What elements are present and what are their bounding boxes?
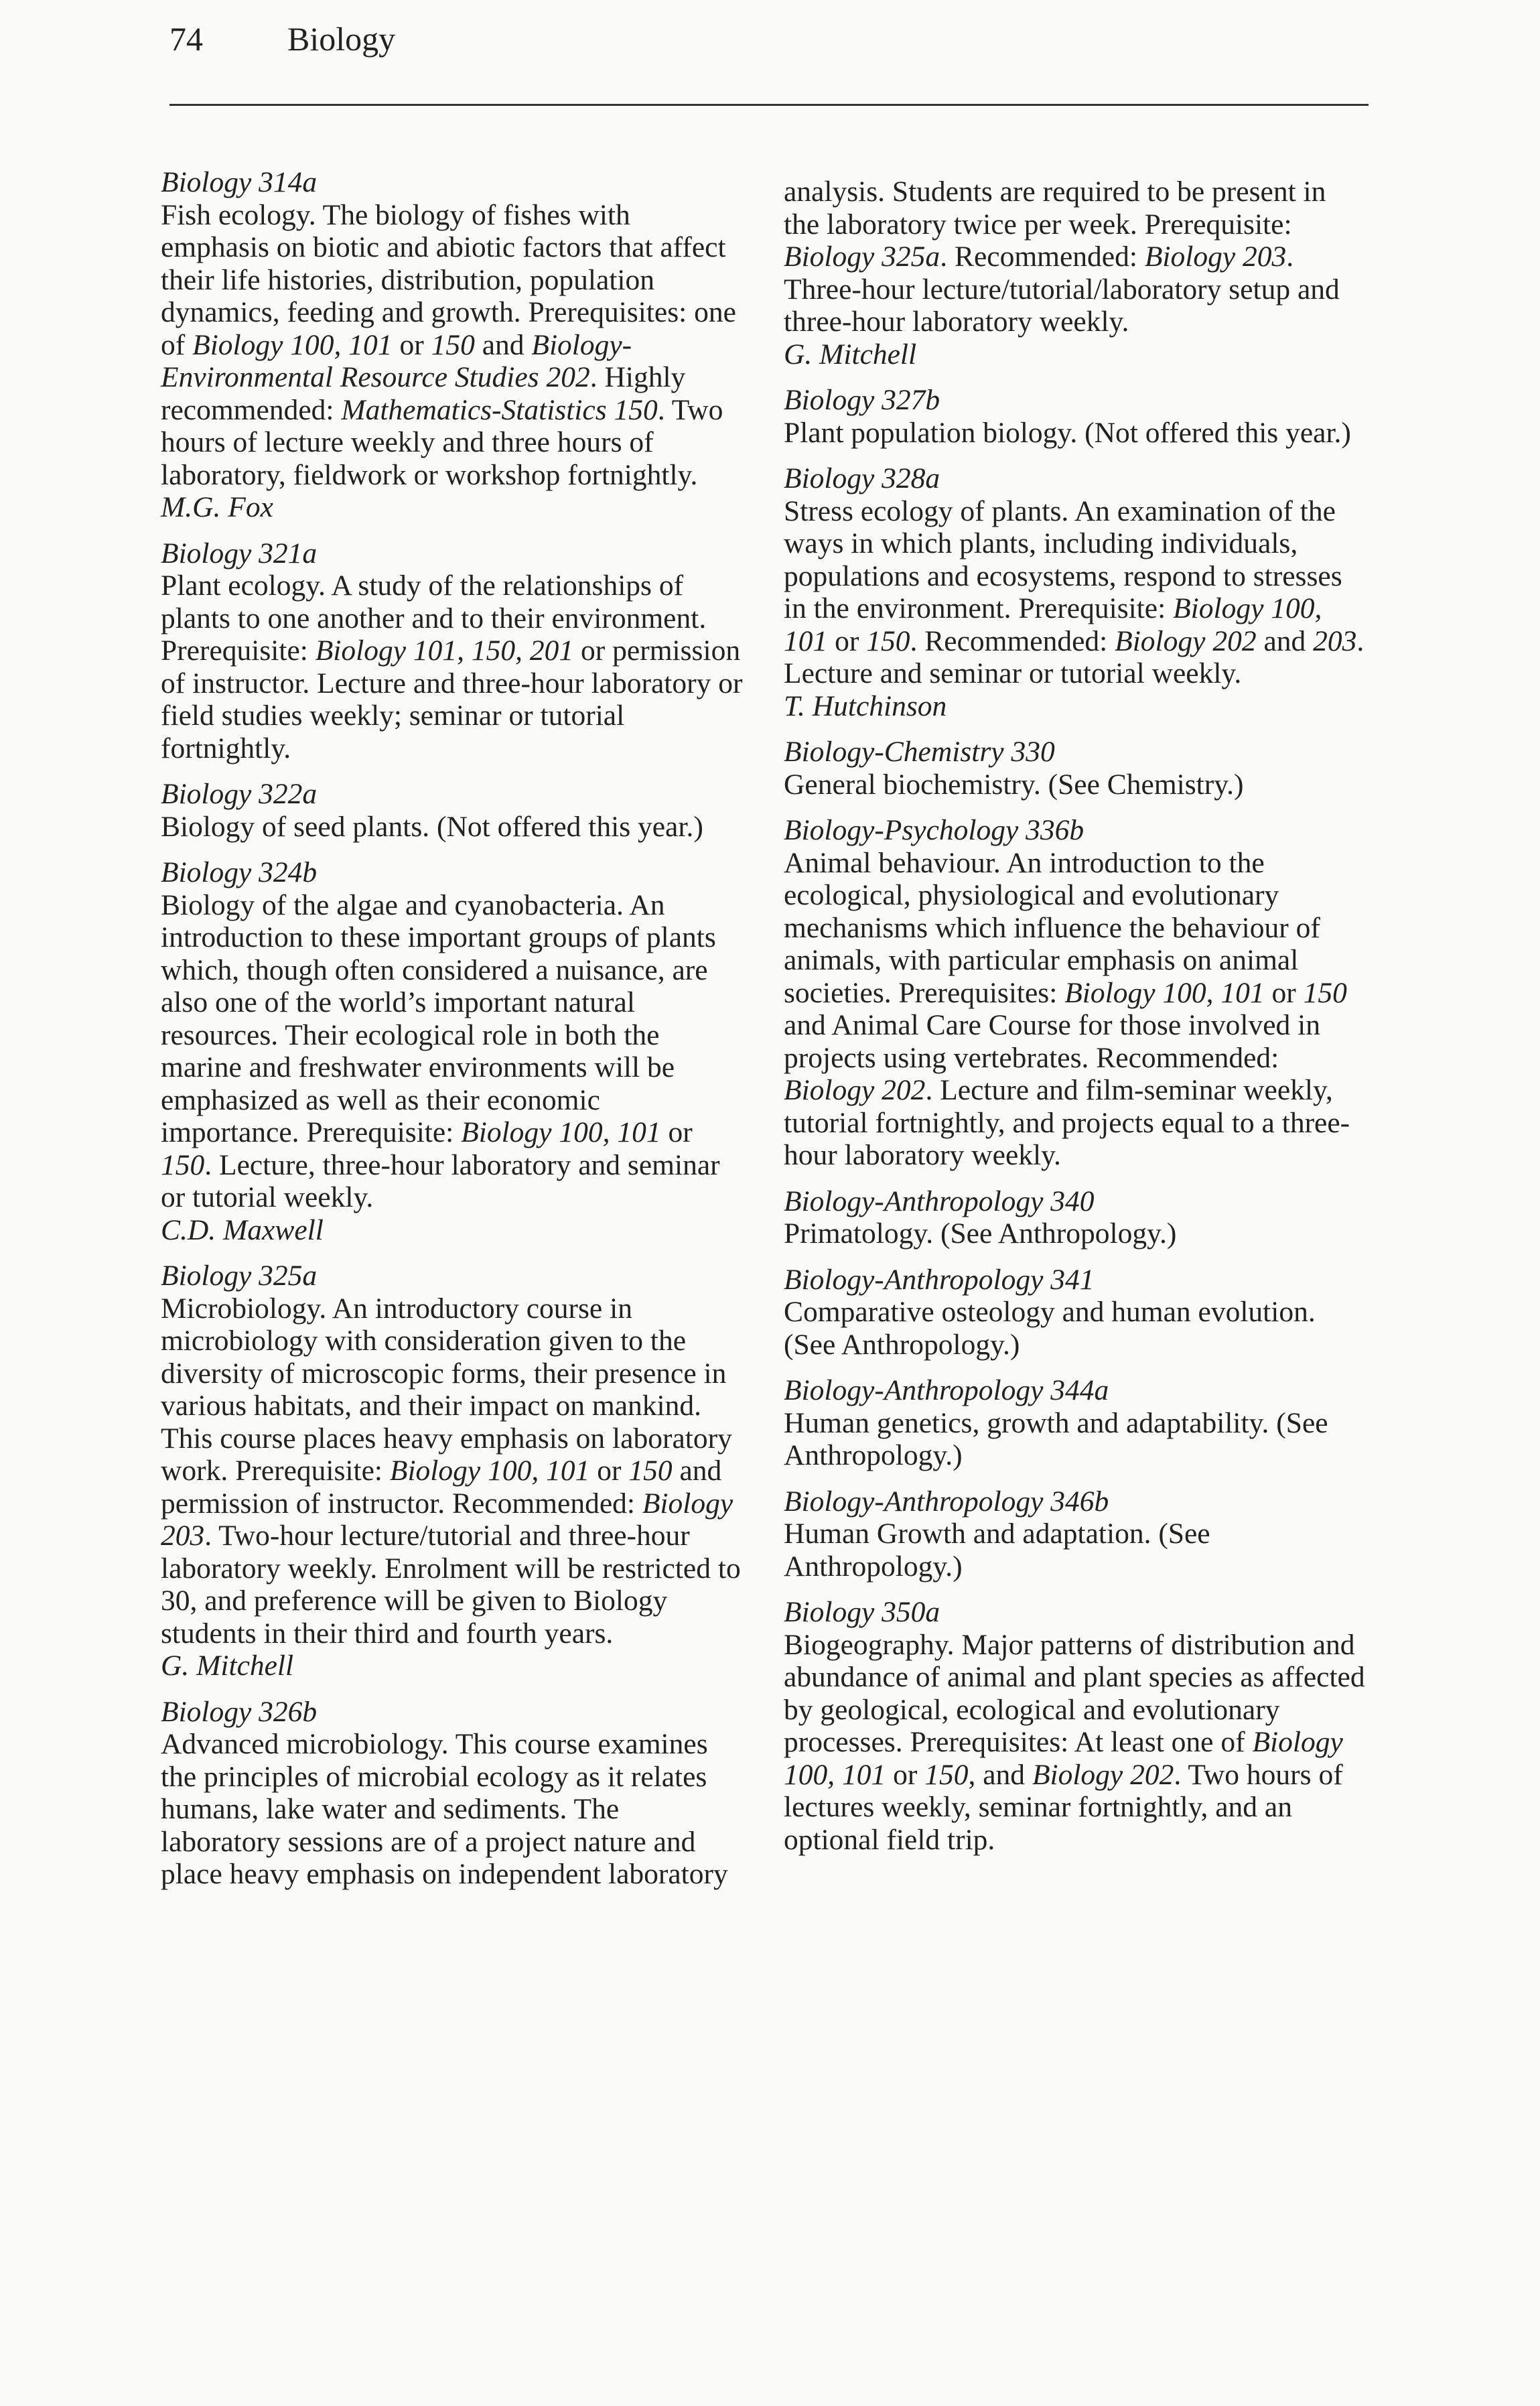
course-entry	[161, 166, 744, 524]
course-instructor: G. Mitchell	[161, 1650, 294, 1682]
course-entry	[161, 778, 744, 843]
course-code: Biology 321a	[161, 537, 318, 570]
right-column	[784, 176, 1367, 1869]
course-code: Biology 324b	[161, 856, 318, 888]
course-description: General biochemistry. (See Chemistry.)	[784, 768, 1244, 801]
course-code: Biology-Psychology 336b	[784, 814, 1084, 846]
course-description: Biogeography. Major patterns of distribution and abundance of animal and plant species as affected by geological, ecological and evolutionary processes. Prerequisites: At least one of Biology 100, 101 or 150, and Biology 202. Two hours of lectures weekly, seminar fortnightly, and an optional field trip.	[784, 1628, 1365, 1856]
course-entry	[784, 1485, 1367, 1583]
course-entry	[784, 736, 1367, 801]
course-instructor: M.G. Fox	[161, 491, 273, 523]
course-description: Fish ecology. The biology of fishes with emphasis on biotic and abiotic factors that affect their life histories, distribution, population dynamics, feeding and growth. Prerequisites: one of Biology 100, 101 or 150 and Biology-Environmental Resource Studies 202. Highly recommended: Mathematics-Statistics 150. Two hours of lecture weekly and three hours of laboratory, fieldwork or workshop fortnightly.	[161, 198, 736, 491]
course-description: Advanced microbiology. This course examines the principles of microbial ecology as it relates humans, lake water and sediments. The laboratory sessions are of a project nature and place heavy emphasis on independent laboratory	[161, 1728, 728, 1890]
course-entry	[784, 814, 1367, 1172]
course-description: Biology of seed plants. (Not offered this year.)	[161, 810, 703, 843]
course-entry	[784, 1374, 1367, 1472]
course-entry	[161, 1696, 744, 1891]
page-number: 74	[169, 20, 203, 58]
course-entry	[161, 1260, 744, 1682]
course-entry	[784, 176, 1367, 371]
course-code: Biology-Anthropology 340	[784, 1185, 1095, 1217]
course-code: Biology-Chemistry 330	[784, 736, 1055, 768]
course-description: Comparative osteology and human evolution. (See Anthropology.)	[784, 1296, 1316, 1361]
course-entry	[784, 1264, 1367, 1361]
course-description: Plant ecology. A study of the relationships of plants to one another and to their environment. Prerequisite: Biology 101, 150, 201 or permission of instructor. Lecture and three-hour laboratory or field studies weekly; seminar or tutorial fortnightly.	[161, 570, 743, 764]
running-head: Biology	[287, 20, 396, 58]
page-header	[169, 15, 1375, 88]
course-code: Biology 314a	[161, 166, 318, 198]
course-code: Biology 328a	[784, 462, 940, 494]
course-instructor: T. Hutchinson	[784, 689, 947, 722]
course-description: Human genetics, growth and adaptability. (See Anthropology.)	[784, 1406, 1328, 1471]
course-instructor: C.D. Maxwell	[161, 1213, 324, 1246]
course-code: Biology 325a	[161, 1260, 318, 1292]
course-entry	[784, 384, 1367, 449]
course-description: Animal behaviour. An introduction to the ecological, physiological and evolutionary mechanisms which influence the behaviour of animals, with particular emphasis on animal societies. Prerequisites: Biology 100, 101 or 150 and Animal Care Course for those involved in projects using vertebrates. Recommended: Biology 202. Lecture and film-seminar weekly, tutorial fortnightly, and projects equal to a three-hour laboratory weekly.	[784, 846, 1350, 1171]
course-description: analysis. Students are required to be present in the laboratory twice per week. Prerequisite: Biology 325a. Recommended: Biology 203. Three-hour lecture/tutorial/laboratory setup and three-hour laboratory weekly.	[784, 176, 1340, 338]
course-entry	[784, 1185, 1367, 1250]
course-description: Plant population biology. (Not offered this year.)	[784, 416, 1351, 449]
course-code: Biology 350a	[784, 1596, 940, 1628]
course-code: Biology 322a	[161, 778, 318, 810]
course-code: Biology-Anthropology 344a	[784, 1374, 1109, 1406]
course-code: Biology 327b	[784, 384, 940, 416]
course-description: Human Growth and adaptation. (See Anthropology.)	[784, 1518, 1210, 1583]
course-entry	[784, 1596, 1367, 1856]
course-entry	[161, 856, 744, 1246]
course-description: Microbiology. An introductory course in microbiology with consideration given to the diversity of microscopic forms, their presence in various habitats, and their impact on mankind. This course places heavy emphasis on laboratory work. Prerequisite: Biology 100, 101 or 150 and permission of instructor. Recommended: Biology 203. Two-hour lecture/tutorial and three-hour laboratory weekly. Enrolment will be restricted to 30, and preference will be given to Biology students in their third and fourth years.	[161, 1292, 741, 1650]
course-code: Biology-Anthropology 346b	[784, 1485, 1109, 1518]
left-column	[161, 166, 744, 1904]
course-description: Stress ecology of plants. An examination of the ways in which plants, including individuals, populations and ecosystems, respond to stresses in the environment. Prerequisite: Biology 100, 101 or 150. Recommended: Biology 202 and 203. Lecture and seminar or tutorial weekly.	[784, 494, 1364, 689]
course-instructor: G. Mitchell	[784, 338, 917, 371]
course-code: Biology-Anthropology 341	[784, 1263, 1095, 1296]
course-entry	[784, 462, 1367, 722]
course-entry	[161, 537, 744, 765]
course-description: Biology of the algae and cyanobacteria. An introduction to these important groups of plants which, though often considered a nuisance, are also one of the world’s important natural resources. Their ecological role in both the marine and freshwater environments will be emphasized as well as their economic importance. Prerequisite: Biology 100, 101 or 150. Lecture, three-hour laboratory and seminar or tutorial weekly.	[161, 888, 720, 1213]
course-description: Primatology. (See Anthropology.)	[784, 1217, 1177, 1250]
header-rule	[169, 104, 1369, 106]
course-code: Biology 326b	[161, 1695, 318, 1728]
